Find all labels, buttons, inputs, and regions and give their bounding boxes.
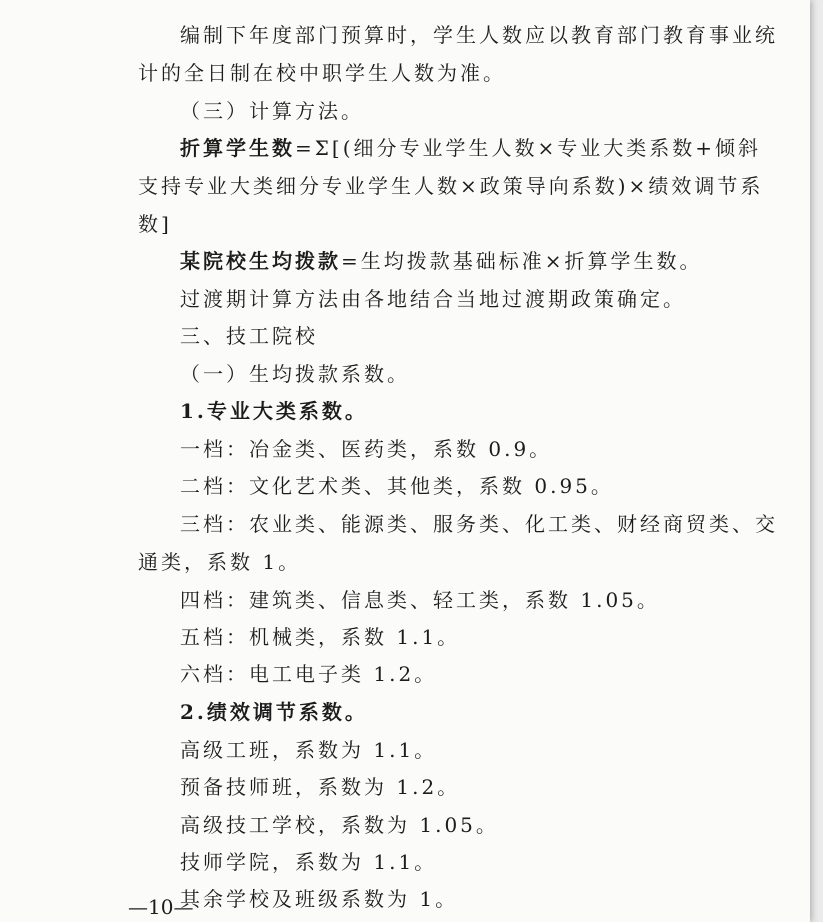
section-heading: （三）计算方法。: [180, 99, 364, 123]
paragraph-line: 编制下年度部门预算时，学生人数应以教育部门教育事业统: [180, 23, 778, 47]
formula-line: [180, 135, 761, 161]
formula-text: =生均拨款基础标准×折算学生数。: [341, 249, 703, 273]
coefficient-line: 其余学校及班级系数为 1。: [180, 887, 459, 911]
tier-line: 五档：机械类，系数 1.1。: [180, 625, 461, 649]
coefficient-line: 高级工班，系数为 1.1。: [180, 738, 438, 762]
formula-term: 折算学生数: [180, 136, 295, 160]
coefficient-line: 高级技工学校，系数为 1.05。: [180, 813, 499, 837]
paragraph-line: 过渡期计算方法由各地结合当地过渡期政策确定。: [180, 287, 686, 311]
subsection-heading: （一）生均拨款系数。: [180, 362, 410, 386]
item-heading: 1.专业大类系数。: [180, 399, 368, 423]
formula-term: 某院校生均拨款: [180, 249, 341, 273]
coefficient-line: 技师学院，系数为 1.1。: [180, 850, 438, 874]
section-heading: 三、技工院校: [180, 324, 318, 348]
formula-line: [180, 248, 703, 274]
tier-line: 通类，系数 1。: [138, 550, 302, 574]
paragraph-line: 计的全日制在校中职学生人数为准。: [138, 61, 506, 85]
coefficient-line: 预备技师班，系数为 1.2。: [180, 775, 461, 799]
tier-line: 三档：农业类、能源类、服务类、化工类、财经商贸类、交: [180, 512, 778, 536]
page-number: —10—: [128, 895, 194, 919]
item-heading: 2.绩效调节系数。: [180, 700, 368, 724]
tier-line: 六档：电工电子类 1.2。: [180, 662, 438, 686]
formula-line: 支持专业大类细分专业学生人数×政策导向系数)×绩效调节系: [138, 174, 764, 198]
tier-line: 二档：文化艺术类、其他类，系数 0.95。: [180, 474, 614, 498]
formula-text: =Σ[(细分专业学生人数×专业大类系数+倾斜: [295, 136, 762, 160]
tier-line: 四档：建筑类、信息类、轻工类，系数 1.05。: [180, 588, 660, 612]
tier-line: 一档：冶金类、医药类，系数 0.9。: [180, 437, 553, 461]
formula-line: 数]: [138, 212, 172, 236]
